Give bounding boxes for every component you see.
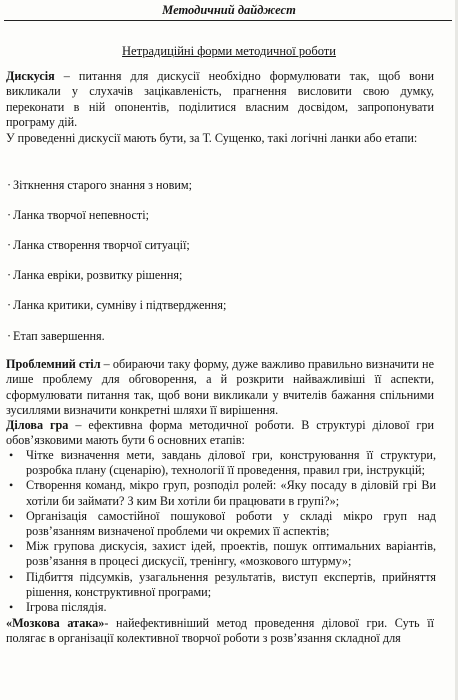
business-game-steps bbox=[6, 448, 436, 615]
list-item: • Чітке визначення мети, завдань ділової гри, конструювання її структури, розробка плану (сценарію), технології її проведення, правил гри, інструкцій; bbox=[9, 448, 436, 478]
list-item: • Створення команд, мікро груп, розподіл ролей: «Яку посаду в діловій грі Ви хотіли би займати? З ким Ви хотіли би працювати в групі?»; bbox=[9, 478, 436, 508]
discussion-stage: · Ланка створення творчої ситуації; bbox=[7, 238, 190, 252]
discussion-stage: · Етап завершення. bbox=[7, 329, 105, 343]
discussion-text: – питання для дискусії необхідно формулювати так, щоб вони викликали у слухачів зацікавленість, прагнення висловити свою думку, переконати в ній опонентів, поділитися власним досвідом, запропонувати програму дій. bbox=[6, 69, 434, 129]
business-game-paragraph bbox=[6, 418, 434, 449]
list-item: • Організація самостійної пошукової роботи у складі мікро груп над розв’язанням визначеної проблеми чи окремих її аспектів; bbox=[9, 508, 436, 539]
brainstorm-text: - найефективніший метод проведення ділової гри. Суть її полягає в організації колективної творчої роботи з розв’язання складної для bbox=[6, 616, 434, 646]
discussion-stage: · Зіткнення старого знання з новим; bbox=[7, 178, 192, 192]
brainstorm-paragraph bbox=[6, 616, 434, 647]
business-game-term: Ділова гра bbox=[6, 418, 69, 432]
discussion-intro: У проведенні дискусії мають бути, за Т. Сущенко, такі логічні ланки або етапи: bbox=[6, 131, 418, 145]
header-divider bbox=[4, 20, 452, 21]
business-game-text: – ефективна форма методичної роботи. В структурі ділової гри обов’язковими мають бути 6 основних етапів: bbox=[6, 418, 435, 448]
document-title: Нетрадиційні форми методичної роботи bbox=[122, 44, 336, 58]
problem-table-paragraph bbox=[6, 357, 434, 418]
brainstorm-term: «Мозкова атака» bbox=[6, 616, 105, 630]
discussion-stage: · Ланка творчої непевності; bbox=[7, 208, 149, 222]
problem-table-text: – обираючи таку форму, дуже важливо правильно визначити не лише проблему для обговорення, а й розкрити найважливіші її аспекти, сформулювати питання так, щоб вони викликали у вчителів бажання спільними зусиллями визначити конкретні шляхи її вирішення. bbox=[6, 357, 434, 417]
list-item: • Ігрова післядія. bbox=[9, 600, 107, 615]
discussion-term: Дискусія bbox=[6, 69, 55, 83]
discussion-paragraph bbox=[6, 69, 434, 130]
list-item: • Між групова дискусія, захист ідей, проектів, пошук оптимальних варіантів, розв’язання в процесі дискусії, тренінгу, «мозкового штурму»; bbox=[9, 539, 436, 569]
list-item: • Підбиття підсумків, узагальнення результатів, виступ експертів, прийняття рішення, конструктивної програми; bbox=[9, 569, 436, 599]
discussion-stage: · Ланка евріки, розвитку рішення; bbox=[7, 268, 183, 282]
discussion-stage: · Ланка критики, сумніву і підтвердження; bbox=[7, 298, 227, 312]
problem-table-term: Проблемний стіл bbox=[6, 357, 101, 371]
page-header: Методичний дайджест bbox=[162, 3, 296, 17]
